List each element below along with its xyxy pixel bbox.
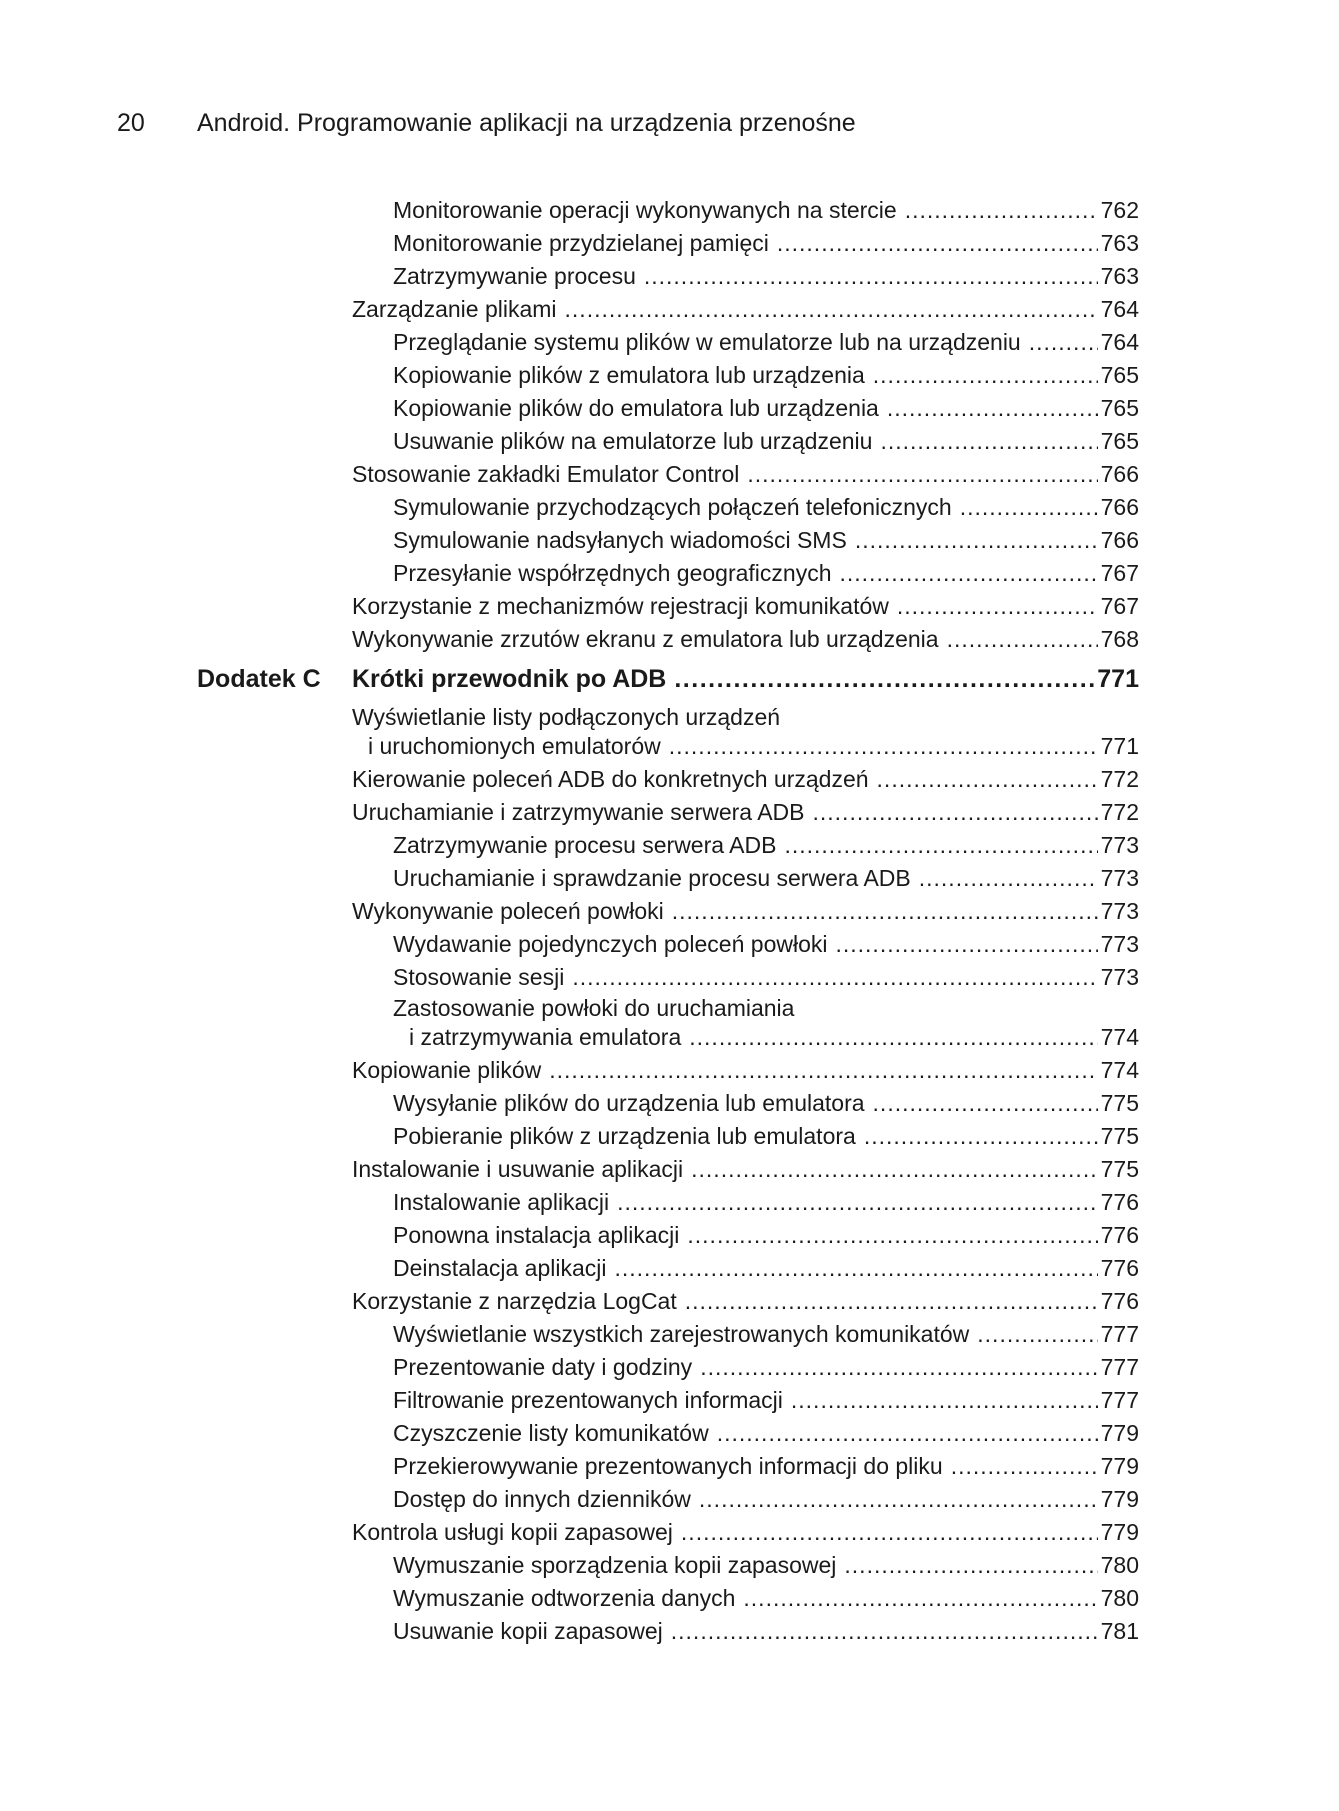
toc-entry-title: Zatrzymywanie procesu serwera ADB bbox=[393, 832, 777, 858]
toc-entry-row bbox=[352, 829, 1139, 862]
toc-entry bbox=[352, 928, 1139, 961]
toc-entry-title: Czyszczenie listy komunikatów bbox=[393, 1420, 709, 1446]
toc-entry-page: 772 bbox=[1100, 799, 1139, 825]
toc-entry-page: 766 bbox=[1100, 527, 1139, 553]
toc-entry-row bbox=[352, 524, 1139, 557]
dot-leader bbox=[897, 590, 1098, 623]
toc-entry-row bbox=[352, 458, 1139, 491]
toc-entry bbox=[352, 1153, 1139, 1186]
toc-entry-row bbox=[352, 1186, 1139, 1219]
toc-entry bbox=[352, 994, 1139, 1054]
toc-entry-row bbox=[352, 1615, 1139, 1648]
toc-entry-row bbox=[352, 1516, 1139, 1549]
dot-leader bbox=[947, 623, 1098, 656]
toc-entry-page: 773 bbox=[1100, 865, 1139, 891]
toc-entry-row bbox=[352, 1549, 1139, 1582]
toc-entry bbox=[352, 1417, 1139, 1450]
dot-leader bbox=[877, 763, 1098, 796]
toc-entry bbox=[352, 763, 1139, 796]
toc-entry-title: Monitorowanie operacji wykonywanych na stercie bbox=[393, 197, 897, 223]
toc-entry-row bbox=[352, 491, 1139, 524]
toc-entry bbox=[352, 227, 1139, 260]
dot-leader bbox=[565, 293, 1098, 326]
toc-entry-page: 763 bbox=[1100, 230, 1139, 256]
toc-entry-title: Monitorowanie przydzielanej pamięci bbox=[393, 230, 769, 256]
dot-leader bbox=[644, 260, 1098, 293]
toc-entry-title: Instalowanie i usuwanie aplikacji bbox=[352, 1156, 684, 1182]
toc-entry-row bbox=[352, 763, 1139, 796]
toc-entry bbox=[352, 829, 1139, 862]
toc-entry bbox=[352, 1450, 1139, 1483]
toc-entry-title: Przeglądanie systemu plików w emulatorze lub na urządzeniu bbox=[393, 329, 1021, 355]
toc-entry bbox=[352, 491, 1139, 524]
dot-leader bbox=[844, 1549, 1097, 1582]
dot-leader bbox=[747, 458, 1097, 491]
toc-entry bbox=[352, 1219, 1139, 1252]
toc-entry bbox=[352, 392, 1139, 425]
toc-entry-title: Wysyłanie plików do urządzenia lub emulatora bbox=[393, 1090, 865, 1116]
toc-entry-title: Symulowanie nadsyłanych wiadomości SMS bbox=[393, 527, 847, 553]
dot-leader bbox=[699, 1483, 1098, 1516]
toc-entry-page: 764 bbox=[1100, 329, 1139, 355]
toc-section-after bbox=[352, 703, 1139, 1648]
toc-entry-page: 771 bbox=[1100, 733, 1139, 759]
toc-entry-row bbox=[352, 1384, 1139, 1417]
toc-entry-row bbox=[352, 557, 1139, 590]
toc-entry-row bbox=[352, 1285, 1139, 1318]
toc-entry-row bbox=[352, 862, 1139, 895]
toc-entry bbox=[352, 1087, 1139, 1120]
toc-entry-page: 776 bbox=[1100, 1255, 1139, 1281]
toc-entry-title: Stosowanie sesji bbox=[393, 964, 565, 990]
toc-entry-title: Instalowanie aplikacji bbox=[393, 1189, 610, 1215]
toc-entry-page: 777 bbox=[1100, 1321, 1139, 1347]
toc-entry-row bbox=[352, 1318, 1139, 1351]
dot-leader bbox=[615, 1252, 1098, 1285]
toc-entry-title-continuation: i zatrzymywania emulatora bbox=[409, 1024, 682, 1050]
toc-entry bbox=[352, 359, 1139, 392]
toc-entry-page: 776 bbox=[1100, 1222, 1139, 1248]
toc-entry bbox=[352, 524, 1139, 557]
toc-entry bbox=[352, 1549, 1139, 1582]
toc-entry bbox=[352, 458, 1139, 491]
dot-leader bbox=[672, 895, 1098, 928]
toc-entry-page: 765 bbox=[1100, 362, 1139, 388]
toc-entry-title: Usuwanie plików na emulatorze lub urządzeniu bbox=[393, 428, 873, 454]
toc-entry bbox=[352, 1615, 1139, 1648]
toc-entry bbox=[352, 260, 1139, 293]
toc-entry-page: 765 bbox=[1100, 428, 1139, 454]
dot-leader bbox=[685, 1285, 1098, 1318]
dot-leader bbox=[777, 227, 1098, 260]
page-number: 20 bbox=[117, 109, 145, 137]
toc-entry bbox=[352, 862, 1139, 895]
toc-entry-page: 775 bbox=[1100, 1090, 1139, 1116]
toc-entry-page: 779 bbox=[1100, 1420, 1139, 1446]
dot-leader bbox=[572, 961, 1097, 994]
dot-leader bbox=[687, 1219, 1097, 1252]
toc-entry bbox=[352, 1318, 1139, 1351]
dot-leader bbox=[951, 1450, 1098, 1483]
toc-entry-title: Zastosowanie powłoki do uruchamiania bbox=[393, 995, 795, 1021]
toc-entry-title: Wykonywanie poleceń powłoki bbox=[352, 898, 664, 924]
toc-entry-row bbox=[352, 731, 1139, 761]
toc-entry-page: 776 bbox=[1100, 1288, 1139, 1314]
book-title: Android. Programowanie aplikacji na urządzenia przenośne bbox=[197, 109, 856, 137]
dot-leader bbox=[617, 1186, 1098, 1219]
toc-entry-page: 777 bbox=[1100, 1354, 1139, 1380]
toc-entry-row bbox=[352, 1022, 1139, 1052]
toc-entry-title: Zarządzanie plikami bbox=[352, 296, 557, 322]
toc-entry bbox=[352, 1516, 1139, 1549]
toc-entry-page: 779 bbox=[1100, 1486, 1139, 1512]
toc-entry-title: Prezentowanie daty i godziny bbox=[393, 1354, 693, 1380]
toc-entry-row bbox=[352, 1120, 1139, 1153]
toc-entry bbox=[352, 1054, 1139, 1087]
dot-leader bbox=[691, 1153, 1097, 1186]
toc-entry-row bbox=[352, 961, 1139, 994]
toc-entry-title: Usuwanie kopii zapasowej bbox=[393, 1618, 663, 1644]
dot-leader bbox=[864, 1120, 1098, 1153]
toc-entry-title: Korzystanie z mechanizmów rejestracji komunikatów bbox=[352, 593, 889, 619]
dot-leader bbox=[977, 1318, 1097, 1351]
toc-entry-title: Wyświetlanie wszystkich zarejestrowanych komunikatów bbox=[393, 1321, 970, 1347]
dot-leader bbox=[905, 194, 1098, 227]
toc-entry-title: Filtrowanie prezentowanych informacji bbox=[393, 1387, 783, 1413]
dot-leader bbox=[873, 1087, 1098, 1120]
toc-entry-row bbox=[352, 326, 1139, 359]
toc-entry bbox=[352, 557, 1139, 590]
toc-entry-page: 766 bbox=[1100, 494, 1139, 520]
dot-leader bbox=[669, 731, 1098, 761]
toc-entry-page: 767 bbox=[1100, 593, 1139, 619]
toc-entry-row bbox=[352, 928, 1139, 961]
toc-entry-title: Ponowna instalacja aplikacji bbox=[393, 1222, 680, 1248]
toc-entry-title: Uruchamianie i zatrzymywanie serwera ADB bbox=[352, 799, 805, 825]
toc-entry-page: 773 bbox=[1100, 931, 1139, 957]
toc-entry-title: Kopiowanie plików bbox=[352, 1057, 542, 1083]
dot-leader bbox=[887, 392, 1098, 425]
toc-entry bbox=[352, 1483, 1139, 1516]
toc-entry-row bbox=[352, 1054, 1139, 1087]
dot-leader bbox=[919, 862, 1098, 895]
toc-entry-page: 768 bbox=[1100, 626, 1139, 652]
dot-leader bbox=[1029, 326, 1098, 359]
toc-entry-row bbox=[352, 392, 1139, 425]
toc-entry-page: 775 bbox=[1100, 1156, 1139, 1182]
toc-entry-page: 774 bbox=[1100, 1024, 1139, 1050]
toc-entry-title: Deinstalacja aplikacji bbox=[393, 1255, 607, 1281]
dot-leader bbox=[717, 1417, 1098, 1450]
toc-entry-title: Przekierowywanie prezentowanych informacji do pliku bbox=[393, 1453, 943, 1479]
toc-entry bbox=[352, 1120, 1139, 1153]
toc-entry-title: Symulowanie przychodzących połączeń telefonicznych bbox=[393, 494, 952, 520]
toc-entry-page: 765 bbox=[1100, 395, 1139, 421]
toc-entry-row bbox=[352, 1483, 1139, 1516]
toc-entry-title-continuation: i uruchomionych emulatorów bbox=[368, 733, 661, 759]
toc-entry-row bbox=[352, 796, 1139, 829]
toc-entry-page: 781 bbox=[1100, 1618, 1139, 1644]
toc-entry bbox=[352, 590, 1139, 623]
toc-entry-row bbox=[352, 1417, 1139, 1450]
dot-leader bbox=[880, 425, 1097, 458]
toc-entry-row bbox=[352, 895, 1139, 928]
toc-entry-page: 767 bbox=[1100, 560, 1139, 586]
toc-entry-title: Stosowanie zakładki Emulator Control bbox=[352, 461, 740, 487]
running-header bbox=[117, 108, 856, 138]
toc-entry bbox=[352, 326, 1139, 359]
toc-entry-row bbox=[352, 1351, 1139, 1384]
toc-entry-row bbox=[352, 425, 1139, 458]
toc-entry-page: 766 bbox=[1100, 461, 1139, 487]
toc-entry-title: Pobieranie plików z urządzenia lub emulatora bbox=[393, 1123, 856, 1149]
toc-entry-page: 779 bbox=[1100, 1453, 1139, 1479]
toc-entry-page: 772 bbox=[1100, 766, 1139, 792]
toc-entry-page: 777 bbox=[1100, 1387, 1139, 1413]
toc-entry bbox=[352, 623, 1139, 656]
toc-entry-row bbox=[352, 1087, 1139, 1120]
toc-entry-page: 762 bbox=[1100, 197, 1139, 223]
toc-entry-title: Korzystanie z narzędzia LogCat bbox=[352, 1288, 677, 1314]
toc-entry bbox=[352, 1285, 1139, 1318]
toc-entry-row bbox=[352, 1252, 1139, 1285]
toc-entry-title: Uruchamianie i sprawdzanie procesu serwera ADB bbox=[393, 865, 911, 891]
toc-entry-row bbox=[352, 260, 1139, 293]
toc-entry-title: Kopiowanie plików do emulatora lub urządzenia bbox=[393, 395, 879, 421]
toc-entry-row bbox=[352, 1153, 1139, 1186]
chapter-page: 771 bbox=[1097, 665, 1139, 693]
toc-entry-row bbox=[352, 293, 1139, 326]
toc-entry-row bbox=[352, 1219, 1139, 1252]
dot-leader bbox=[743, 1582, 1097, 1615]
chapter-label: Dodatek C bbox=[197, 665, 321, 693]
dot-leader bbox=[671, 1615, 1098, 1648]
toc-entry-row bbox=[352, 1582, 1139, 1615]
dot-leader bbox=[813, 796, 1098, 829]
chapter-heading bbox=[197, 659, 1139, 699]
toc-entry-page: 774 bbox=[1100, 1057, 1139, 1083]
toc-entry bbox=[352, 895, 1139, 928]
chapter-row bbox=[352, 659, 1139, 699]
toc-entry-page: 773 bbox=[1100, 832, 1139, 858]
toc-entry-page: 780 bbox=[1100, 1552, 1139, 1578]
toc-entry-title: Wymuszanie sporządzenia kopii zapasowej bbox=[393, 1552, 837, 1578]
toc-entry bbox=[352, 425, 1139, 458]
toc-entry bbox=[352, 293, 1139, 326]
toc-entry-title: Dostęp do innych dzienników bbox=[393, 1486, 691, 1512]
toc-entry-page: 780 bbox=[1100, 1585, 1139, 1611]
dot-leader bbox=[840, 557, 1098, 590]
toc-entry-row bbox=[352, 359, 1139, 392]
toc-entry bbox=[352, 1582, 1139, 1615]
table-of-contents bbox=[197, 194, 1139, 1648]
dot-leader bbox=[700, 1351, 1097, 1384]
toc-entry-page: 764 bbox=[1100, 296, 1139, 322]
toc-entry-title: Wykonywanie zrzutów ekranu z emulatora lub urządzenia bbox=[352, 626, 939, 652]
toc-entry-title: Wyświetlanie listy podłączonych urządzeń bbox=[352, 704, 781, 730]
dot-leader bbox=[873, 359, 1098, 392]
toc-entry-title: Wydawanie pojedynczych poleceń powłoki bbox=[393, 931, 828, 957]
toc-entry-title: Zatrzymywanie procesu bbox=[393, 263, 636, 289]
toc-entry-page: 776 bbox=[1100, 1189, 1139, 1215]
dot-leader bbox=[674, 659, 1094, 699]
toc-entry bbox=[352, 1351, 1139, 1384]
toc-entry-page: 773 bbox=[1100, 898, 1139, 924]
dot-leader bbox=[960, 491, 1098, 524]
dot-leader bbox=[791, 1384, 1098, 1417]
dot-leader bbox=[549, 1054, 1097, 1087]
toc-entry-row bbox=[352, 590, 1139, 623]
dot-leader bbox=[784, 829, 1097, 862]
toc-entry-title: Wymuszanie odtworzenia danych bbox=[393, 1585, 736, 1611]
toc-entry-row bbox=[352, 227, 1139, 260]
dot-leader bbox=[689, 1022, 1097, 1052]
toc-entry bbox=[352, 961, 1139, 994]
toc-entry-title: Kontrola usługi kopii zapasowej bbox=[352, 1519, 673, 1545]
toc-entry-page: 763 bbox=[1100, 263, 1139, 289]
dot-leader bbox=[855, 524, 1098, 557]
toc-entry bbox=[352, 194, 1139, 227]
toc-entry bbox=[352, 703, 1139, 763]
toc-entry-title: Przesyłanie współrzędnych geograficznych bbox=[393, 560, 832, 586]
toc-entry bbox=[352, 1252, 1139, 1285]
toc-entry-page: 775 bbox=[1100, 1123, 1139, 1149]
dot-leader bbox=[681, 1516, 1098, 1549]
dot-leader bbox=[835, 928, 1097, 961]
toc-entry-title: Kopiowanie plików z emulatora lub urządzenia bbox=[393, 362, 865, 388]
toc-entry bbox=[352, 1186, 1139, 1219]
toc-entry-row bbox=[352, 623, 1139, 656]
toc-entry bbox=[352, 1384, 1139, 1417]
toc-entry-row bbox=[352, 194, 1139, 227]
toc-entry-row bbox=[352, 1450, 1139, 1483]
toc-section-before bbox=[352, 194, 1139, 656]
toc-entry-title: Kierowanie poleceń ADB do konkretnych urządzeń bbox=[352, 766, 869, 792]
chapter-title: Krótki przewodnik po ADB bbox=[352, 665, 667, 693]
toc-entry-page: 773 bbox=[1100, 964, 1139, 990]
toc-entry-page: 779 bbox=[1100, 1519, 1139, 1545]
toc-entry bbox=[352, 796, 1139, 829]
